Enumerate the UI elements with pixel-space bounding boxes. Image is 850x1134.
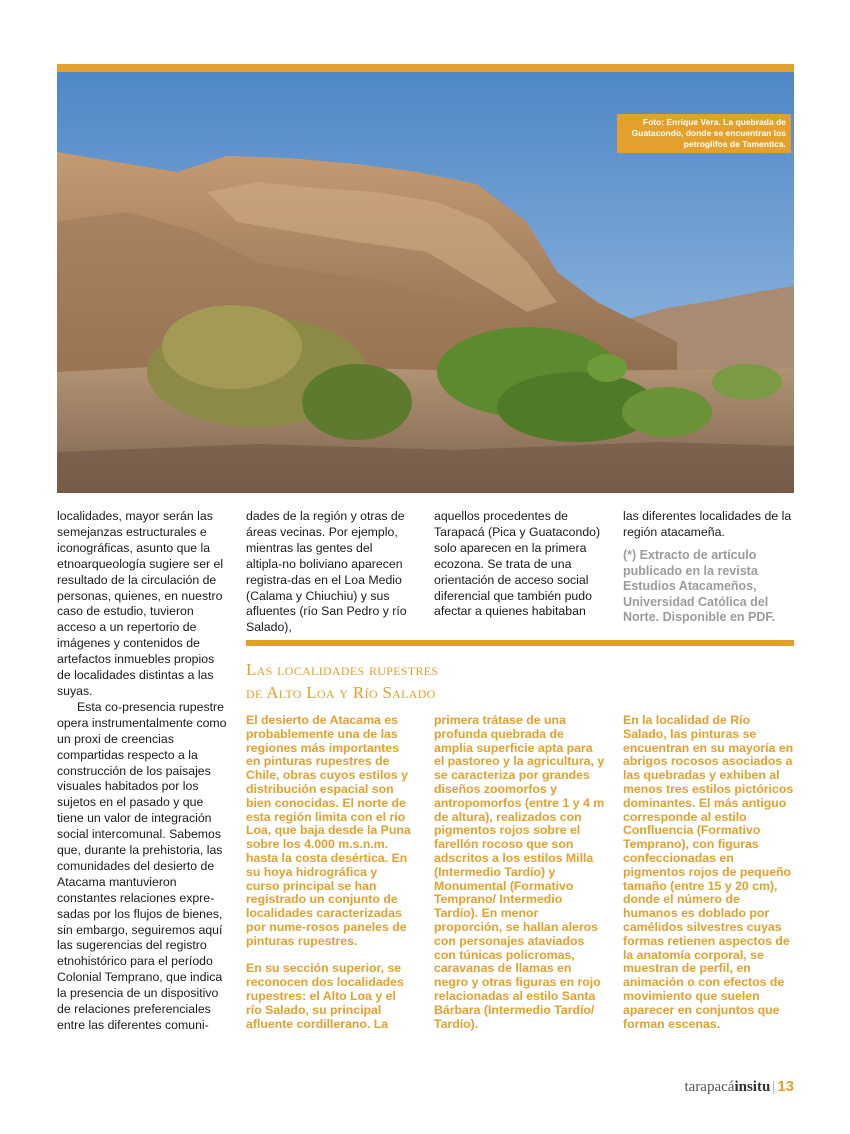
section-heading-line: Las localidades rupestres xyxy=(246,660,439,679)
body-column-4 xyxy=(623,509,795,541)
brand-name-bold: insitu xyxy=(734,1079,771,1095)
page-number: 13 xyxy=(777,1078,794,1095)
brand-name-light: tarapacá xyxy=(684,1079,735,1095)
section-heading xyxy=(246,658,794,704)
section-column-2 xyxy=(434,714,606,1031)
body-column-1 xyxy=(57,509,227,1034)
section-paragraph: El desierto de Atacama es probablemente una de las regiones más importantes en pinturas rupestres de Chile, obras cuyos estilos y distribución espacial son bien conocidas. El norte de esta región limita con el río Loa, que baja desde la Puna sobre los 4.000 m.s.n.m. hasta la costa desértica. En su hoya hidrográfica y curso principal se han registrado un conjunto de localidades caracterizadas por nume-rosos paneles de pinturas rupestres. xyxy=(246,713,411,948)
section-paragraph: En la localidad de Río Salado, las pinturas se encuentran en su mayoría en abrigos rocosos asociados a las quebradas y exhiben al menos tres estilos pictóricos dominantes. El más antiguo corresponde al estilo Confluencia (Formativo Temprano), con figuras confeccionadas en pigmentos rojos de pequeño tamaño (entre 15 y 20 cm), donde el número de humanos es doblado por camélidos silvestres cuyas formas retienen aspectos de la anatomía corporal, se muestran de perfil, en animación o con efectos de movimiento que suelen aparecer en conjuntos que forman escenas. xyxy=(623,713,794,1031)
body-column-3 xyxy=(434,509,604,620)
top-accent-bar xyxy=(57,64,794,72)
section-paragraph: primera trátase de una profunda quebrada de amplia superficie apta para el pastoreo y la agricultura, y se caracteriza por grandes diseños zoomorfos y antropomorfos (entre 1 y 4 m de altura), realizados con pigmentos rojos sobre el farellón rocoso que son adscritos a los estilos Milla (Intermedio Tardío) y Monumental (Formativo Temprano/ Intermedio Tardío). En menor proporción, se hallan aleros con personajes ataviados con túnicas policromas, caravanas de llamas en negro y otras figuras en rojo relacionadas al estilo Santa Bárbara (Intermedio Tardío/ Tardío). xyxy=(434,713,605,1031)
body-column-2 xyxy=(246,509,411,636)
body-paragraph: localidades, mayor serán las semejanzas estructurales e iconográficas, asunto que la etnoarqueología sugiere ser el resultado de la circulación de personas, quienes, en nuestro caso de estudio, tuvieron acceso a un repertorio de imágenes y contenidos de artefactos inmuebles propios de localidades distintas a las suyas. xyxy=(57,509,224,698)
body-paragraph: Esta co-presencia rupestre opera instrumentalmente como un proxi de creencias compartidas respecto a la construcción de los paisajes visuales habitados por los sujetos en el pasado y que tiene un valor de integración social intercomunal. Sabemos que, durante la prehistoria, las comunidades del desierto de Atacama mantuvieron constantes relaciones expre-sadas por los flujos de bienes, sin embargo, seguiremos aquí las sugerencias del registro etnohistórico para el período Colonial Temprano, que indica la presencia de un dispositivo de relaciones preferenciales entre las diferentes comuni- xyxy=(57,699,227,1032)
section-heading-line: de Alto Loa y Río Salado xyxy=(246,683,436,702)
body-paragraph: aquellos procedentes de Tarapacá (Pica y Guatacondo) solo aparecen en la primera ecozona. Se trata de una orientación de acceso social diferencial que también pudo afectar a quienes habitaban xyxy=(434,509,601,619)
source-note: (*) Extracto de artículo publicado en la revista Estudios Atacameños, Universidad Católica del Norte. Disponible en PDF. xyxy=(623,548,776,624)
body-paragraph: las diferentes localidades de la región atacameña. xyxy=(623,509,792,539)
section-column-3 xyxy=(623,714,795,1031)
body-paragraph: dades de la región y otras de áreas vecinas. Por ejemplo, mientras las gentes del altipla-no boliviano aparecen registra-das en el Loa Medio (Calama y Chiuchiu) y sus afluentes (río San Pedro y río Salado), xyxy=(246,509,407,635)
photo-caption: Foto: Enrique Vera. La quebrada de Guatacondo, donde se encuentran los petroglifos de Tamentica. xyxy=(617,114,791,153)
section-column-1 xyxy=(246,714,414,1031)
footer-separator: | xyxy=(772,1079,776,1095)
page-footer xyxy=(684,1078,794,1096)
section-divider xyxy=(246,640,794,646)
section-paragraph: En su sección superior, se reconocen dos localidades rupestres: el Alto Loa y el río Salado, su principal afluente cordillerano. La xyxy=(246,961,404,1031)
